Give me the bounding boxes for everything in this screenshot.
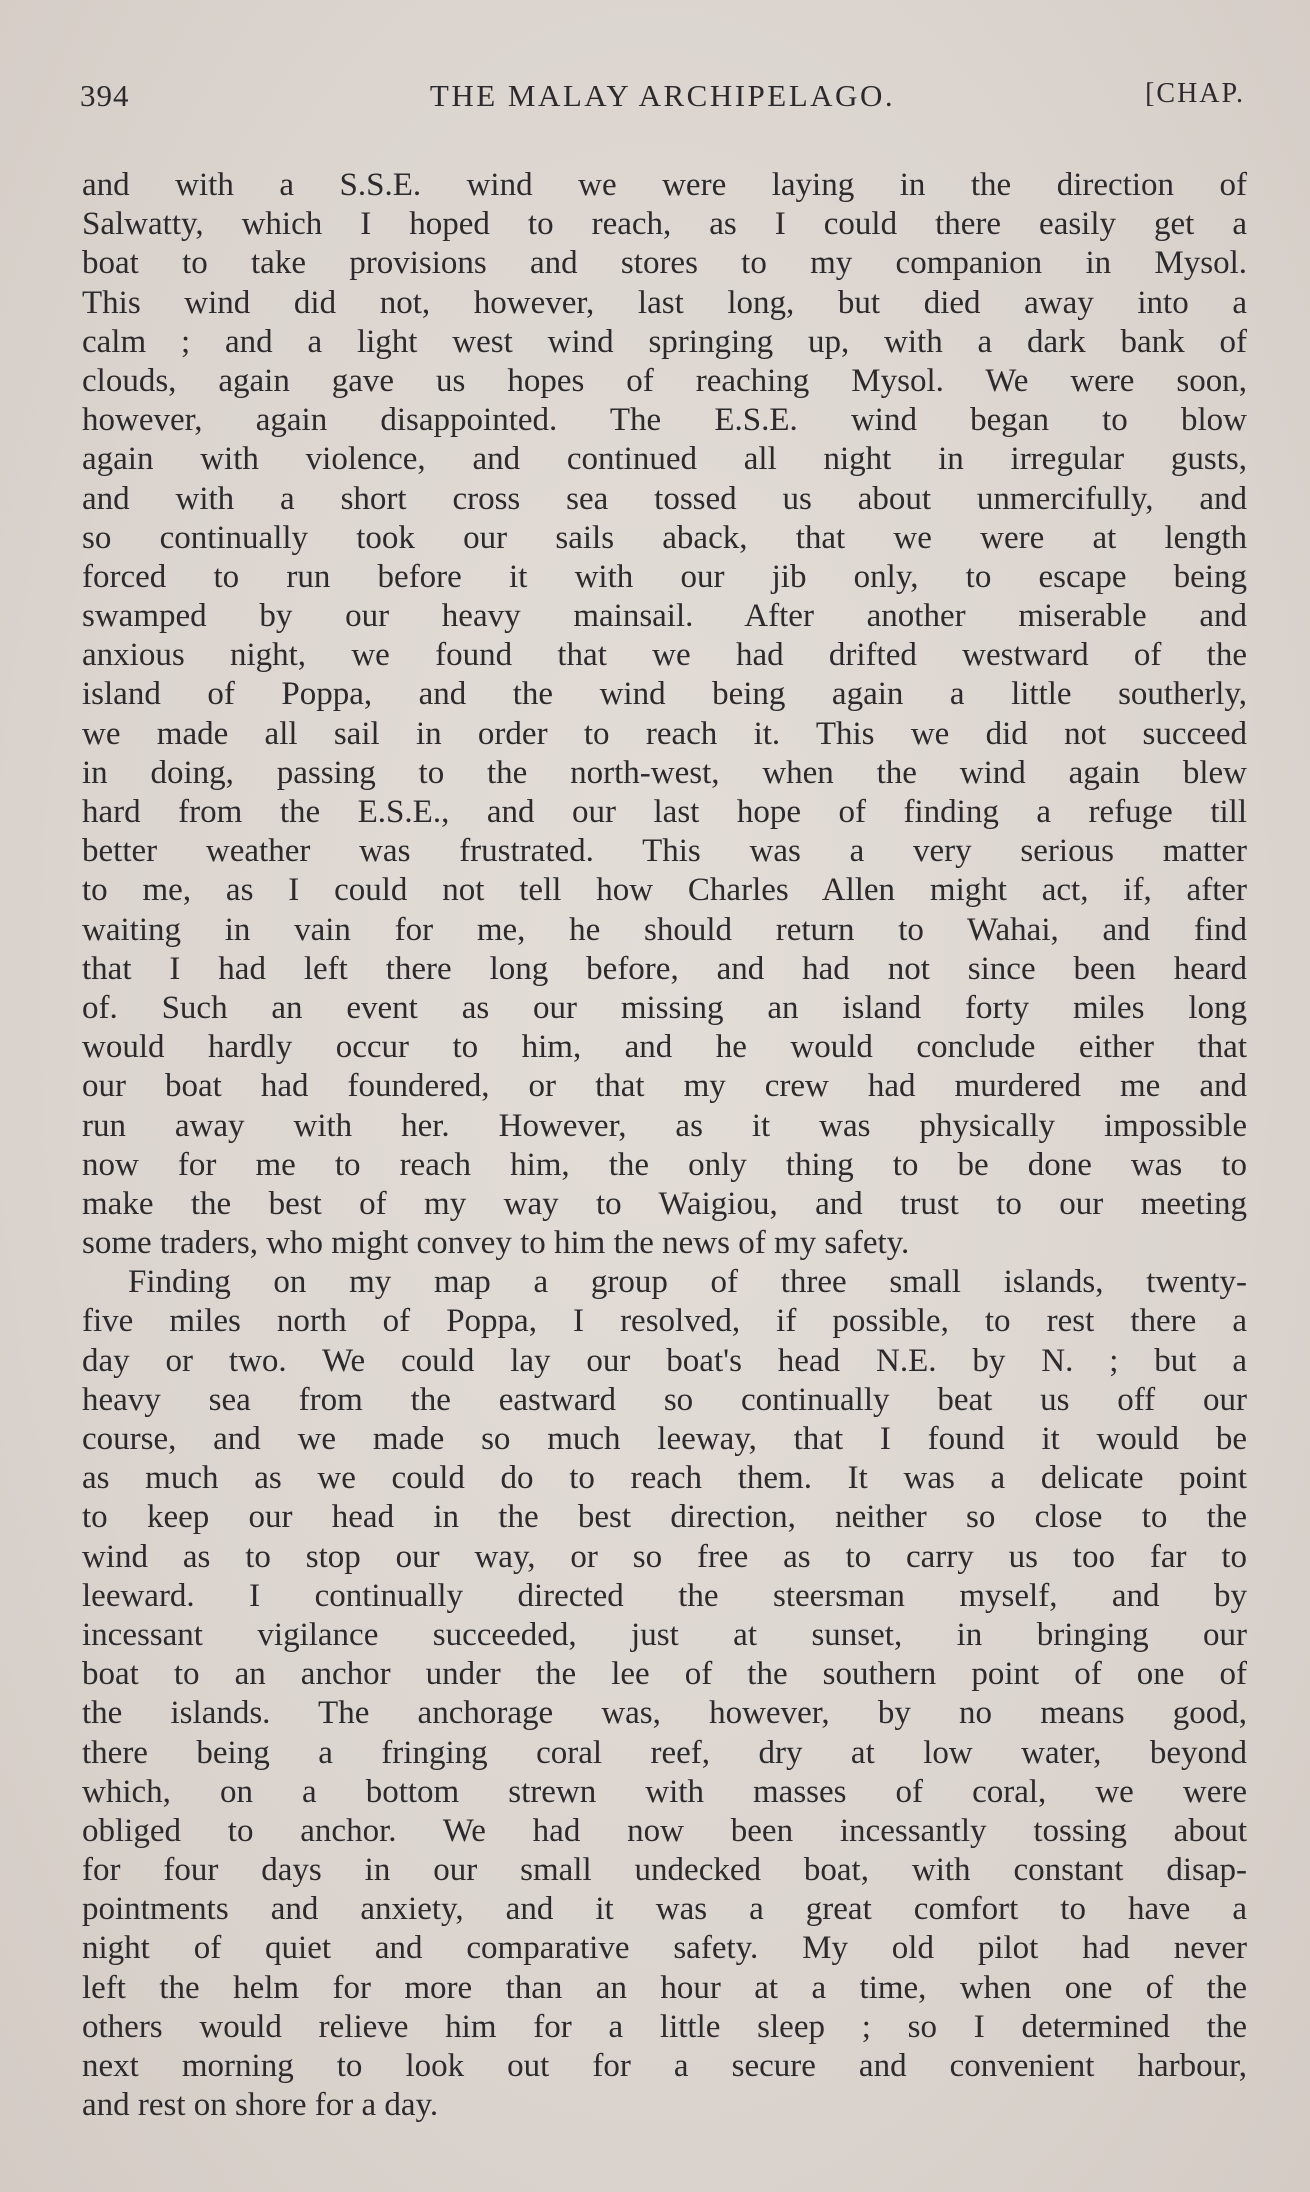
text-line: now for me to reach him, the only thing to be done was to [82, 1146, 1247, 1183]
text-line: would hardly occur to him, and he would conclude either that [82, 1029, 1247, 1066]
running-title: THE MALAY ARCHIPELAGO. [429, 78, 896, 113]
text-line: and with a short cross sea tossed us about unmercifully, and [82, 480, 1247, 517]
text-line: Finding on my map a group of three small islands, twenty- [128, 1264, 1247, 1301]
page-number: 394 [80, 78, 130, 113]
text-line: five miles north of Poppa, I resolved, if possible, to rest there a [82, 1303, 1247, 1340]
text-line: clouds, again gave us hopes of reaching Mysol. We were soon, [82, 362, 1247, 399]
text-line: This wind did not, however, last long, but died away into a [82, 284, 1247, 321]
text-line: we made all sail in order to reach it. This we did not succeed [82, 715, 1247, 752]
text-line: obliged to anchor. We had now been incessantly tossing about [82, 1812, 1247, 1849]
text-line: day or two. We could lay our boat's head N.E. by N. ; but a [82, 1342, 1247, 1379]
text-line: left the helm for more than an hour at a time, when one of the [82, 1969, 1247, 2006]
text-line: swamped by our heavy mainsail. After another miserable and [82, 598, 1247, 635]
text-line: heavy sea from the eastward so continually beat us off our [82, 1381, 1247, 1418]
text-line: our boat had foundered, or that my crew had murdered me and [82, 1068, 1247, 1105]
text-line: night of quiet and comparative safety. My old pilot had never [82, 1930, 1247, 1967]
text-line: incessant vigilance succeeded, just at sunset, in bringing our [82, 1616, 1247, 1653]
text-line: again with violence, and continued all night in irregular gusts, [82, 441, 1247, 478]
text-line: that I had left there long before, and had not since been heard [82, 950, 1247, 987]
text-line: waiting in vain for me, he should return to Wahai, and find [82, 911, 1247, 948]
text-line: so continually took our sails aback, that we were at length [82, 519, 1247, 556]
text-line: wind as to stop our way, or so free as to carry us too far to [82, 1538, 1247, 1575]
text-line: there being a fringing coral reef, dry at low water, beyond [82, 1734, 1247, 1771]
text-line: however, again disappointed. The E.S.E. wind began to blow [82, 402, 1247, 439]
page-header [80, 78, 1245, 118]
text-line: forced to run before it with our jib only, to escape being [82, 558, 1247, 595]
text-line: pointments and anxiety, and it was a great comfort to have a [82, 1891, 1247, 1928]
text-line: boat to an anchor under the lee of the southern point of one of [82, 1656, 1247, 1693]
text-line: better weather was frustrated. This was a very serious matter [82, 833, 1247, 870]
text-line: of. Such an event as our missing an island forty miles long [82, 989, 1247, 1026]
text-line: course, and we made so much leeway, that I found it would be [82, 1421, 1247, 1457]
text-line: next morning to look out for a secure and convenient harbour, [82, 2048, 1247, 2084]
text-line: run away with her. However, as it was physically impossible [82, 1107, 1247, 1144]
text-line: Salwatty, which I hoped to reach, as I could there easily get a [82, 206, 1247, 243]
text-line: leeward. I continually directed the steersman myself, and by [82, 1577, 1247, 1614]
text-line: the islands. The anchorage was, however, by no means good, [82, 1695, 1247, 1732]
text-line: and with a S.S.E. wind we were laying in the direction of [82, 167, 1247, 203]
text-line: to keep our head in the best direction, neither so close to the [82, 1499, 1247, 1536]
text-line: boat to take provisions and stores to my companion in Mysol. [82, 245, 1247, 282]
text-line: for four days in our small undecked boat, with constant disap- [82, 1852, 1247, 1889]
text-line: as much as we could do to reach them. It was a delicate point [82, 1460, 1247, 1497]
chapter-mark: [CHAP. [1145, 78, 1245, 109]
body-text [82, 166, 1247, 2125]
text-line: to me, as I could not tell how Charles Allen might act, if, after [82, 872, 1247, 909]
text-line: hard from the E.S.E., and our last hope of finding a refuge till [82, 794, 1247, 830]
text-line: island of Poppa, and the wind being again a little southerly, [82, 676, 1247, 713]
text-line: others would relieve him for a little sleep ; so I determined the [82, 2008, 1247, 2045]
text-line: calm ; and a light west wind springing up, with a dark bank of [82, 323, 1247, 360]
text-line: in doing, passing to the north-west, when the wind again blew [82, 754, 1247, 791]
text-line: which, on a bottom strewn with masses of coral, we were [82, 1773, 1247, 1810]
text-line: some traders, who might convey to him the news of my safety. [82, 1225, 910, 1262]
text-line: and rest on shore for a day. [82, 2087, 439, 2124]
text-line: make the best of my way to Waigiou, and trust to our meeting [82, 1185, 1247, 1222]
text-line: anxious night, we found that we had drifted westward of the [82, 637, 1247, 674]
